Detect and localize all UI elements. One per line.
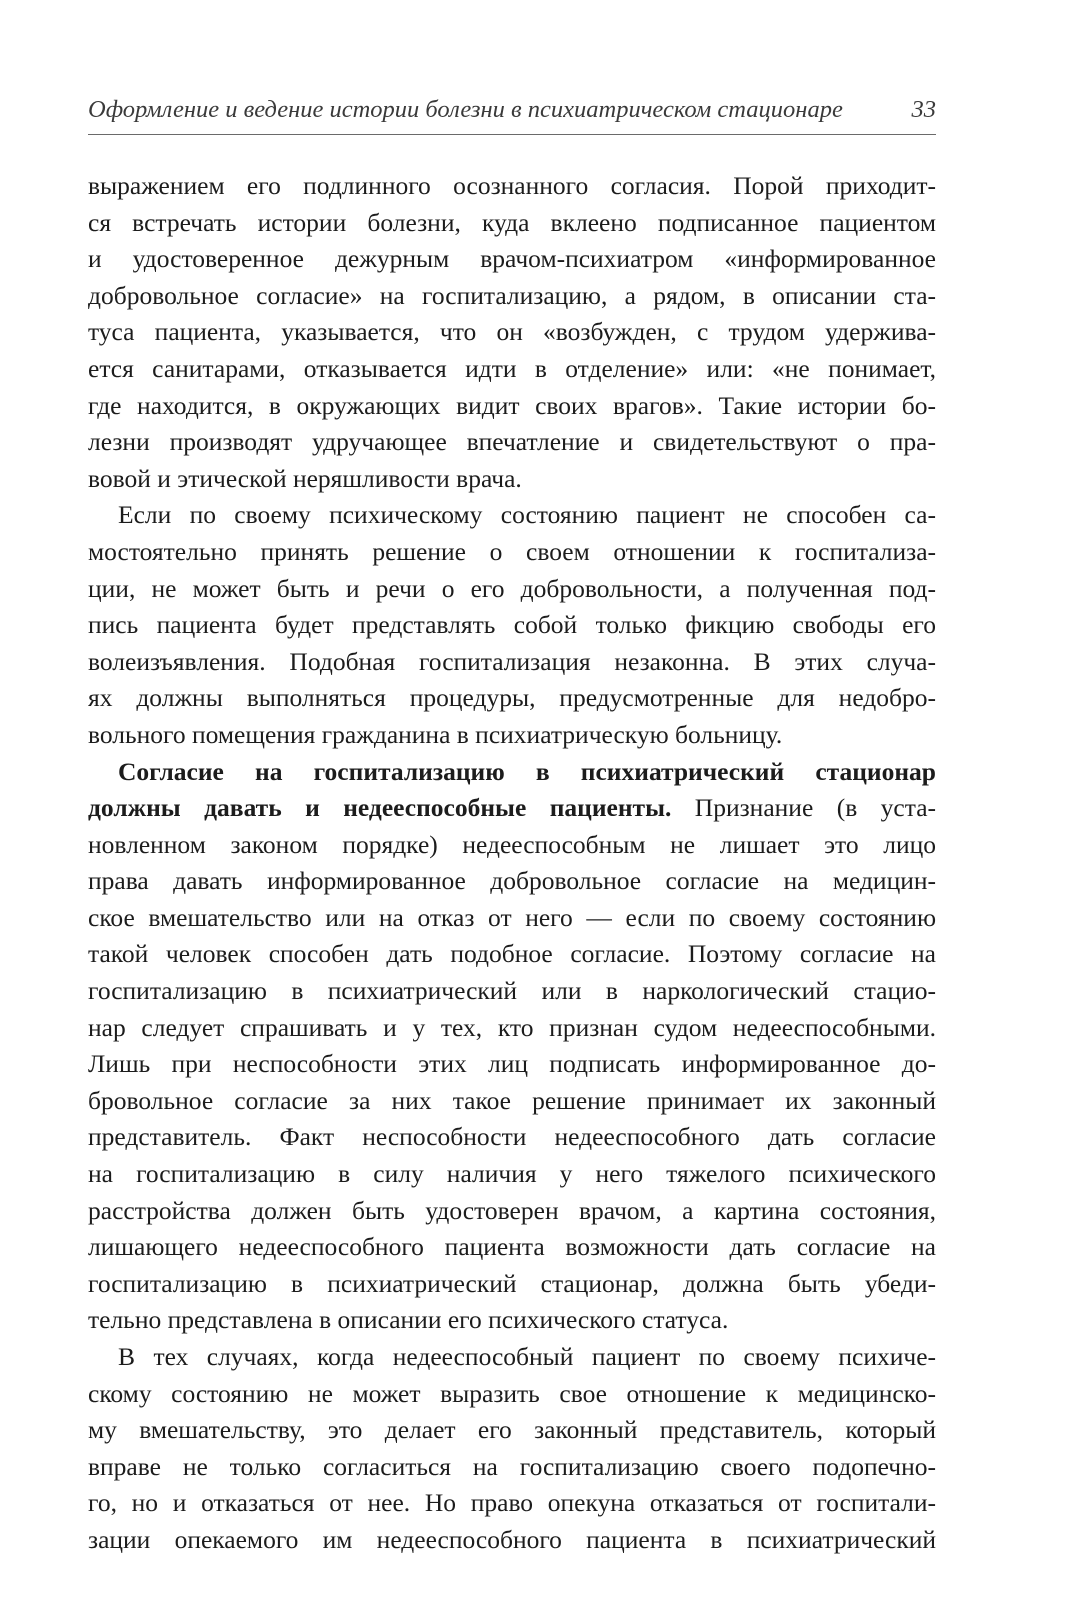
text-line: новленном законом порядке) недееспособным не лишает это лицо (88, 829, 936, 859)
paragraph-1 (88, 168, 936, 497)
text-line: вольного помещения гражданина в психиатрическую больницу. (88, 719, 783, 749)
text-line: скому состоянию не может выразить свое отношение к медицинско- (88, 1378, 936, 1408)
text-line: выражением его подлинного осознанного согласия. Порой приходит- (88, 171, 936, 200)
text-line: ется санитарами, отказывается идти в отделение» или: «не понимает, (88, 353, 936, 383)
bold-lead-in: должны давать и недееспособные пациенты. (88, 793, 672, 823)
bold-lead-in: Согласие на госпитализацию в психиатрический стационар (118, 756, 936, 786)
text-line: ское вмешательство или на отказ от него — если по своему состоянию (88, 902, 936, 932)
paragraph-3 (88, 754, 936, 1340)
text-line: представитель. Факт неспособности недееспособного дать согласие (88, 1122, 936, 1152)
text-line: госпитализацию в психиатрический или в наркологический стацио- (88, 976, 936, 1006)
text-line: ции, не может быть и речи о его добровольности, а полученная под- (88, 573, 936, 603)
text-line: Лишь при неспособности этих лиц подписать информированное до- (88, 1049, 936, 1079)
text-line: зации опекаемого им недееспособного пациента в психиатрический (88, 1524, 936, 1554)
text-line: нар следует спрашивать и у тех, кто признан судом недееспособными. (88, 1012, 936, 1042)
paragraph-2 (88, 497, 936, 753)
running-title: Оформление и ведение истории болезни в психиатрическом стационаре (88, 96, 843, 123)
text-line: права давать информированное добровольное согласие на медицин- (88, 866, 936, 896)
text-line: бровольное согласие за них такое решение принимает их законный (88, 1085, 936, 1115)
text-line: тельно представлена в описании его психического статуса. (88, 1305, 729, 1335)
text-line: волеизъявления. Подобная госпитализация незаконна. В этих случа- (88, 646, 936, 676)
text-line (88, 754, 936, 791)
body-text (88, 168, 936, 1559)
page-number: 33 (911, 96, 936, 123)
text-line: В тех случаях, когда недееспособный пациент по своему психиче- (118, 1342, 936, 1371)
text-fragment: Признание (в уста- (671, 793, 937, 823)
text-line: му вмешательству, это делает его законный представитель, который (88, 1415, 936, 1445)
text-line: добровольное согласие» на госпитализацию, а рядом, в описании ста- (88, 280, 936, 310)
text-line: пись пациента будет представлять собой только фикцию свободы его (88, 610, 936, 640)
text-line: туса пациента, указывается, что он «возбужден, с трудом удержива- (88, 317, 936, 347)
text-line: вправе не только согласиться на госпитализацию своего подопечно- (88, 1451, 936, 1481)
text-line: вовой и этической неряшливости врача. (88, 463, 522, 493)
running-header (88, 94, 936, 135)
text-line: ся встречать истории болезни, куда вклеено подписанное пациентом (88, 207, 936, 237)
text-line: лишающего недееспособного пациента возможности дать согласие на (88, 1232, 936, 1262)
text-line: ях должны выполняться процедуры, предусмотренные для недобро- (88, 683, 936, 713)
paragraph-4 (88, 1339, 936, 1559)
text-line: и удостоверенное дежурным врачом-психиатром «информированное (88, 244, 936, 274)
text-line: лезни производят удручающее впечатление и свидетельствуют о пра- (88, 427, 936, 457)
text-line: такой человек способен дать подобное согласие. Поэтому согласие на (88, 939, 936, 969)
text-line: го, но и отказаться от нее. Но право опекуна отказаться от госпитали- (88, 1488, 936, 1518)
text-line: мостоятельно принять решение о своем отношении к госпитализа- (88, 536, 936, 566)
text-line: Если по своему психическому состоянию пациент не способен са- (118, 500, 936, 530)
text-line: госпитализацию в психиатрический стационар, должна быть убеди- (88, 1268, 936, 1298)
text-line: расстройства должен быть удостоверен врачом, а картина состояния, (88, 1195, 936, 1225)
text-line: где находится, в окружающих видит своих врагов». Такие истории бо- (88, 390, 936, 420)
text-line: на госпитализацию в силу наличия у него тяжелого психического (88, 1159, 936, 1189)
text-line (88, 790, 936, 827)
